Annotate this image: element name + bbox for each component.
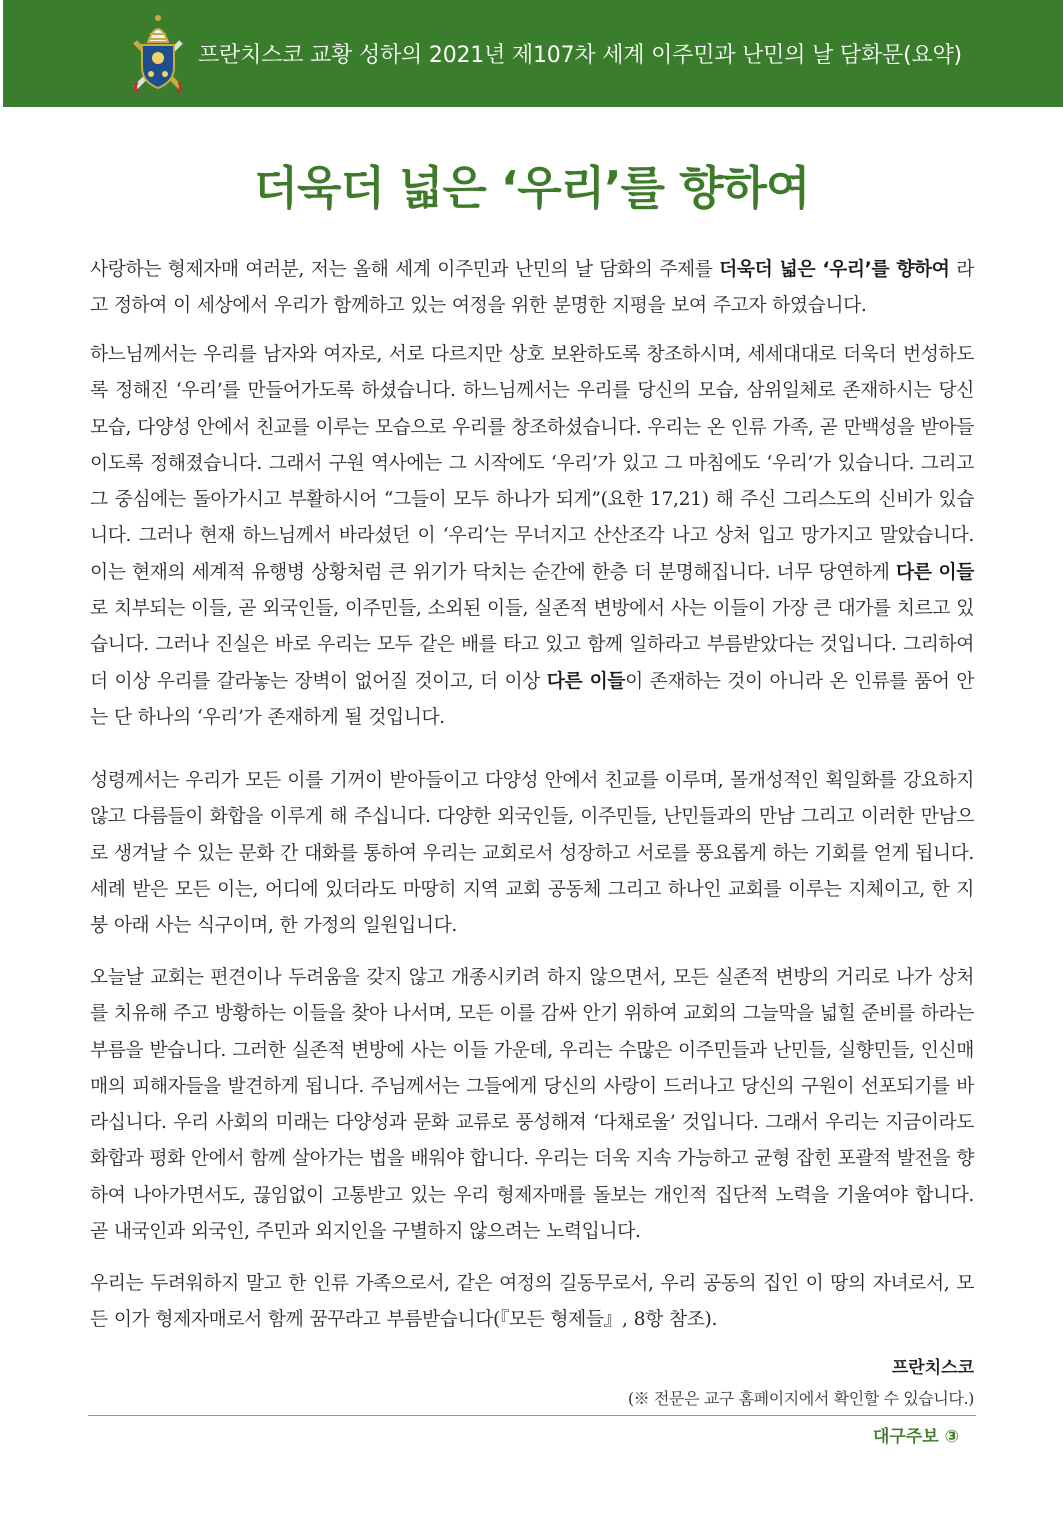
header-title: 프란치스코 교황 성하의 2021년 제107차 세계 이주민과 난민의 날 담화문(요약)	[198, 43, 962, 68]
paragraph-text: 이 존재하는 것이 아니라 온 인류를 품어 안는 단 하나의 ‘우리’가 존재하게 될 것입니다.	[90, 670, 975, 728]
theme-emphasis: 더욱더 넓은 ‘우리’를 향하여	[719, 259, 950, 280]
page-title: 더욱더 넓은 ‘우리’를 향하여	[253, 161, 810, 215]
signature: 프란치스코	[891, 1358, 974, 1378]
papal-crest-icon	[127, 12, 189, 94]
paragraph-2	[90, 337, 974, 736]
header-banner	[3, 0, 1063, 107]
paragraph-text: 사랑하는 형제자매 여러분, 저는 올해 세계 이주민과 난민의 날 담화의 주제를	[90, 259, 720, 280]
paragraph-4: 오늘날 교회는 편견이나 두려움을 갖지 않고 개종시키려 하지 않으면서, 모든 실존적 변방의 거리로 나가 상처를 치유해 주고 방황하는 이들을 찾아 나서며, 모든 이를 감싸 안기 위하여 교회의 그늘막을 넓힐 준비를 하라는 부름을 받습니다. 그러한 실존적 변방에 사는 이들 가운데, 우리는 수많은 이주민들과 난민들, 실향민들, 인신매매의 피해자들을 발견하게 됩니다. 주님께서는 그들에게 당신의 사랑이 드러나고 당신의 구원이 선포되기를 바라십니다. 우리 사회의 미래는 다양성과 문화 교류로 풍성해져 ‘다채로울’ 것입니다. 그래서 우리는 지금이라도 화합과 평화 안에서 함께 살아가는 법을 배워야 합니다. 우리는 더욱 지속 가능하고 균형 잡힌 포괄적 발전을 향하여 나아가면서도, 끊임없이 고통받고 있는 우리 형제자매를 돌보는 개인적 집단적 노력을 기울여야 합니다. 곧 내국인과 외국인, 주민과 외지인을 구별하지 않으려는 노력입니다.	[90, 967, 974, 1243]
paragraph-text: 하느님께서는 우리를 남자와 여자로, 서로 다르지만 상호 보완하도록 창조하시며, 세세대대로 더욱더 번성하도록 정해진 ‘우리’를 만들어가도록 하셨습니다. 하느님께서는 우리를 당신의 모습, 삼위일체로 존재하시는 당신 모습, 다양성 안에서 친교를 이루는 모습으로 우리를 창조하셨습니다. 우리는 온 인류 가족, 곧 만백성을 받아들이도록 정해졌습니다. 그래서 구원 역사에는 그 시작에도 ‘우리’가 있고 그 마침에도 ‘우리’가 있습니다. 그리고 그 중심에는 돌아가시고 부활하시어 “그들이 모두 하나가 되게”(요한 17,21) 해 주신 그리스도의 신비가 있습니다. 그러나 현재 하느님께서 바라셨던 이 ‘우리’는 무너지고 산산조각 나고 상처 입고 망가지고 말았습니다. 이는 현재의 세계적 유행병 상황처럼 큰 위기가 닥치는 순간에 한층 더 분명해집니다. 너무 당연하게	[90, 344, 974, 583]
others-emphasis: 다른 이들	[895, 561, 975, 583]
paragraph-5: 우리는 두려워하지 말고 한 인류 가족으로서, 같은 여정의 길동무로서, 우리 공동의 집인 이 땅의 자녀로서, 모든 이가 형제자매로서 함께 꿈꾸라고 부름받습니다(『모든 형제들』, 8항 참조).	[90, 1273, 974, 1331]
others-emphasis: 다른 이들	[546, 670, 626, 692]
footer-page-label: 대구주보 ③	[873, 1427, 959, 1447]
paragraph-1	[90, 252, 974, 325]
paragraph-text: 로 치부되는 이들, 곧 외국인들, 이주민들, 소외된 이들, 실존적 변방에서 사는 이들이 가장 큰 대가를 치르고 있습니다. 그러나 진실은 바로 우리는 모두 같은 배를 타고 있고 함께 일하라고 부름받았다는 것입니다. 그리하여 더 이상 우리를 갈라놓는 장벽이 없어질 것이고, 더 이상	[90, 598, 974, 692]
footer-divider	[88, 1415, 976, 1416]
paragraph-3: 성령께서는 우리가 모든 이를 기꺼이 받아들이고 다양성 안에서 친교를 이루며, 몰개성적인 획일화를 강요하지 않고 다름들이 화합을 이루게 해 주십니다. 다양한 외국인들, 이주민들, 난민들과의 만남 그리고 이러한 만남으로 생겨날 수 있는 문화 간 대화를 통하여 우리는 교회로서 성장하고 서로를 풍요롭게 하는 기회를 얻게 됩니다. 세례 받은 모든 이는, 어디에 있더라도 마땅히 지역 교회 공동체 그리고 하나인 교회를 이루는 지체이고, 한 지붕 아래 사는 식구이며, 한 가정의 일원입니다.	[90, 770, 974, 937]
paragraph-text: 라고 정하여 이 세상에서 우리가 함께하고 있는 여정을 위한 분명한 지평을 보여 주고자 하였습니다.	[90, 259, 974, 317]
source-note: (※ 전문은 교구 홈페이지에서 확인할 수 있습니다.)	[627, 1389, 974, 1408]
